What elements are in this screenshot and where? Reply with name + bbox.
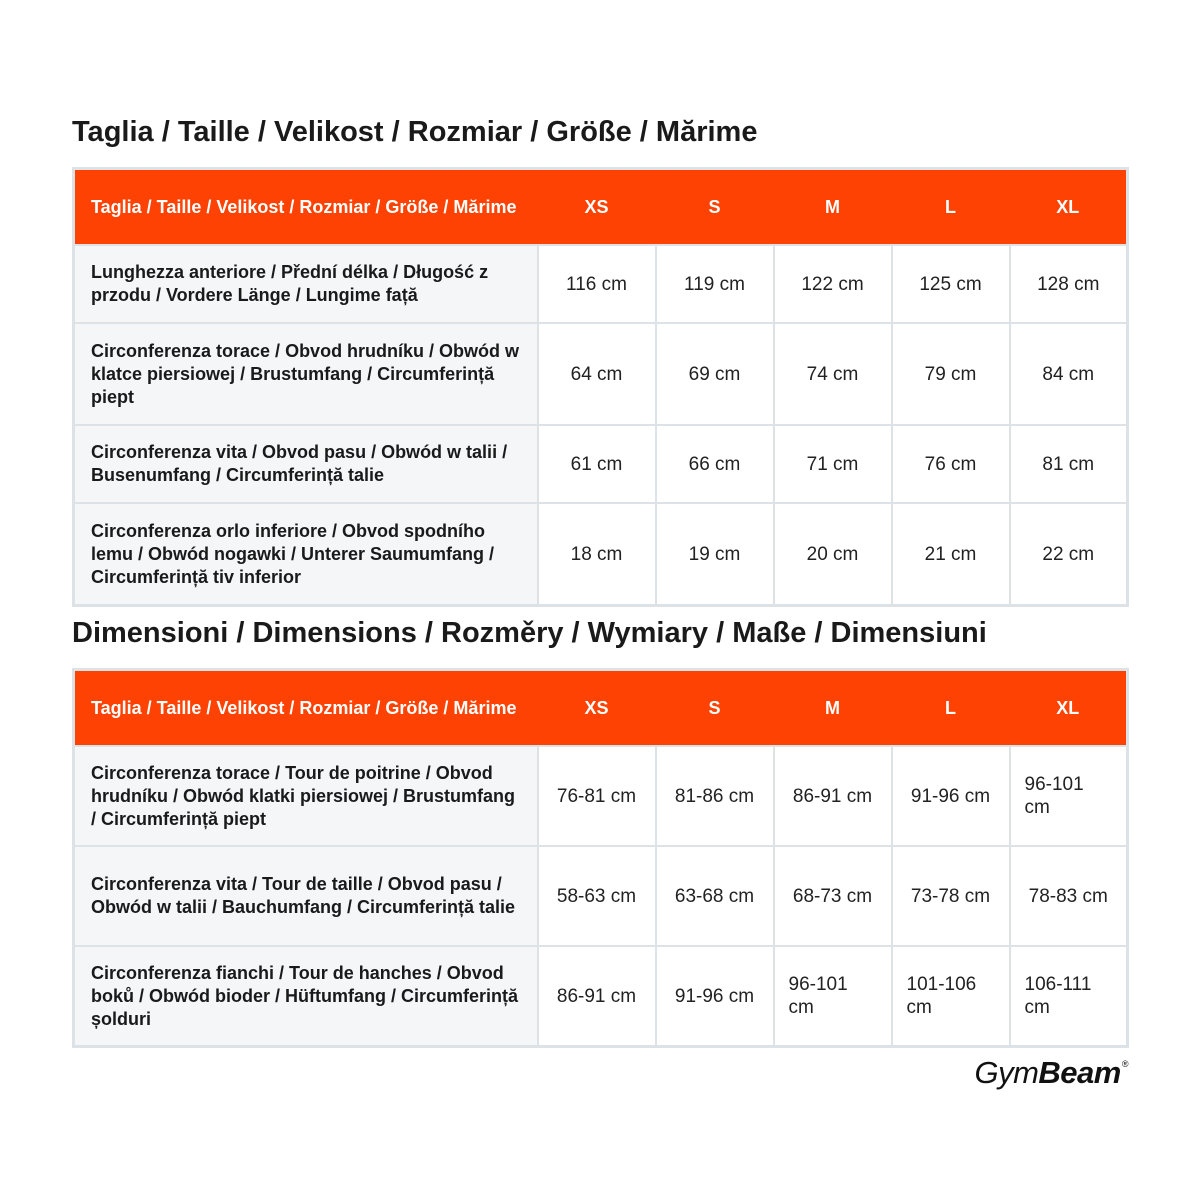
table-cell: 76 cm [892, 425, 1010, 503]
table-header-row [74, 670, 1128, 747]
table-row [74, 503, 1128, 606]
table-cell: 86-91 cm [538, 946, 656, 1047]
gymbeam-logo [974, 1055, 1128, 1095]
table-row [74, 245, 1128, 323]
table-cell: 58-63 cm [538, 846, 656, 946]
table-cell: 78-83 cm [1010, 846, 1128, 946]
size-m-header: M [774, 670, 892, 747]
table-cell: 86-91 cm [774, 746, 892, 846]
table-cell: 101-106 cm [892, 946, 1010, 1047]
size-l-header: L [892, 670, 1010, 747]
size-s-header: S [656, 670, 774, 747]
table-cell: 18 cm [538, 503, 656, 606]
table-cell: 20 cm [774, 503, 892, 606]
table-cell: 19 cm [656, 503, 774, 606]
table-cell: 69 cm [656, 323, 774, 425]
size-xs-header: XS [538, 169, 656, 246]
table-cell: 63-68 cm [656, 846, 774, 946]
table-cell: 79 cm [892, 323, 1010, 425]
table-row [74, 425, 1128, 503]
table-cell: 106-111 cm [1010, 946, 1128, 1047]
table-cell: 119 cm [656, 245, 774, 323]
table-cell: 61 cm [538, 425, 656, 503]
table-cell: 81-86 cm [656, 746, 774, 846]
size-table [72, 167, 1129, 607]
table-cell: 128 cm [1010, 245, 1128, 323]
table-cell: 81 cm [1010, 425, 1128, 503]
table-cell: 68-73 cm [774, 846, 892, 946]
table-cell: 96-101 cm [1010, 746, 1128, 846]
size-xl-header: XL [1010, 670, 1128, 747]
table-cell: 73-78 cm [892, 846, 1010, 946]
row-label: Circonferenza torace / Obvod hrudníku / Obwód w klatce piersiowej / Brustumfang / Circumferință piept [74, 323, 538, 425]
row-label: Circonferenza vita / Obvod pasu / Obwód w talii / Busenumfang / Circumferință talie [74, 425, 538, 503]
row-label: Circonferenza fianchi / Tour de hanches / Obvod boků / Obwód bioder / Hüftumfang / Circumferință șolduri [74, 946, 538, 1047]
table-cell: 76-81 cm [538, 746, 656, 846]
size-m-header: M [774, 169, 892, 246]
table-cell: 71 cm [774, 425, 892, 503]
table-cell: 122 cm [774, 245, 892, 323]
size-xs-header: XS [538, 670, 656, 747]
table-cell: 96-101 cm [774, 946, 892, 1047]
dimensions-section-title: Dimensioni / Dimensions / Rozměry / Wymiary / Maße / Dimensiuni [72, 617, 987, 649]
logo-text-gym: Gym [974, 1055, 1039, 1090]
dimensions-table [72, 668, 1129, 1048]
table-cell: 125 cm [892, 245, 1010, 323]
registered-mark: ® [1121, 1059, 1128, 1069]
table-row [74, 323, 1128, 425]
size-l-header: L [892, 169, 1010, 246]
row-label: Circonferenza vita / Tour de taille / Obvod pasu / Obwód w talii / Bauchumfang / Circumferință talie [74, 846, 538, 946]
table-row [74, 846, 1128, 946]
size-column-header: Taglia / Taille / Velikost / Rozmiar / Größe / Mărime [74, 670, 538, 747]
row-label: Lunghezza anteriore / Přední délka / Długość z przodu / Vordere Länge / Lungime față [74, 245, 538, 323]
size-column-header: Taglia / Taille / Velikost / Rozmiar / Größe / Mărime [74, 169, 538, 246]
row-label: Circonferenza orlo inferiore / Obvod spodního lemu / Obwód nogawki / Unterer Saumumfang / Circumferință tiv inferior [74, 503, 538, 606]
table-cell: 66 cm [656, 425, 774, 503]
table-cell: 74 cm [774, 323, 892, 425]
size-section-title: Taglia / Taille / Velikost / Rozmiar / Größe / Mărime [72, 116, 758, 148]
table-cell: 22 cm [1010, 503, 1128, 606]
table-cell: 91-96 cm [892, 746, 1010, 846]
size-xl-header: XL [1010, 169, 1128, 246]
table-cell: 21 cm [892, 503, 1010, 606]
table-cell: 84 cm [1010, 323, 1128, 425]
logo-text-beam: Beam [1038, 1055, 1121, 1090]
size-s-header: S [656, 169, 774, 246]
table-cell: 91-96 cm [656, 946, 774, 1047]
row-label: Circonferenza torace / Tour de poitrine / Obvod hrudníku / Obwód klatki piersiowej / Brustumfang / Circumferință piept [74, 746, 538, 846]
table-cell: 116 cm [538, 245, 656, 323]
table-row [74, 946, 1128, 1047]
table-header-row [74, 169, 1128, 246]
table-cell: 64 cm [538, 323, 656, 425]
table-row [74, 746, 1128, 846]
